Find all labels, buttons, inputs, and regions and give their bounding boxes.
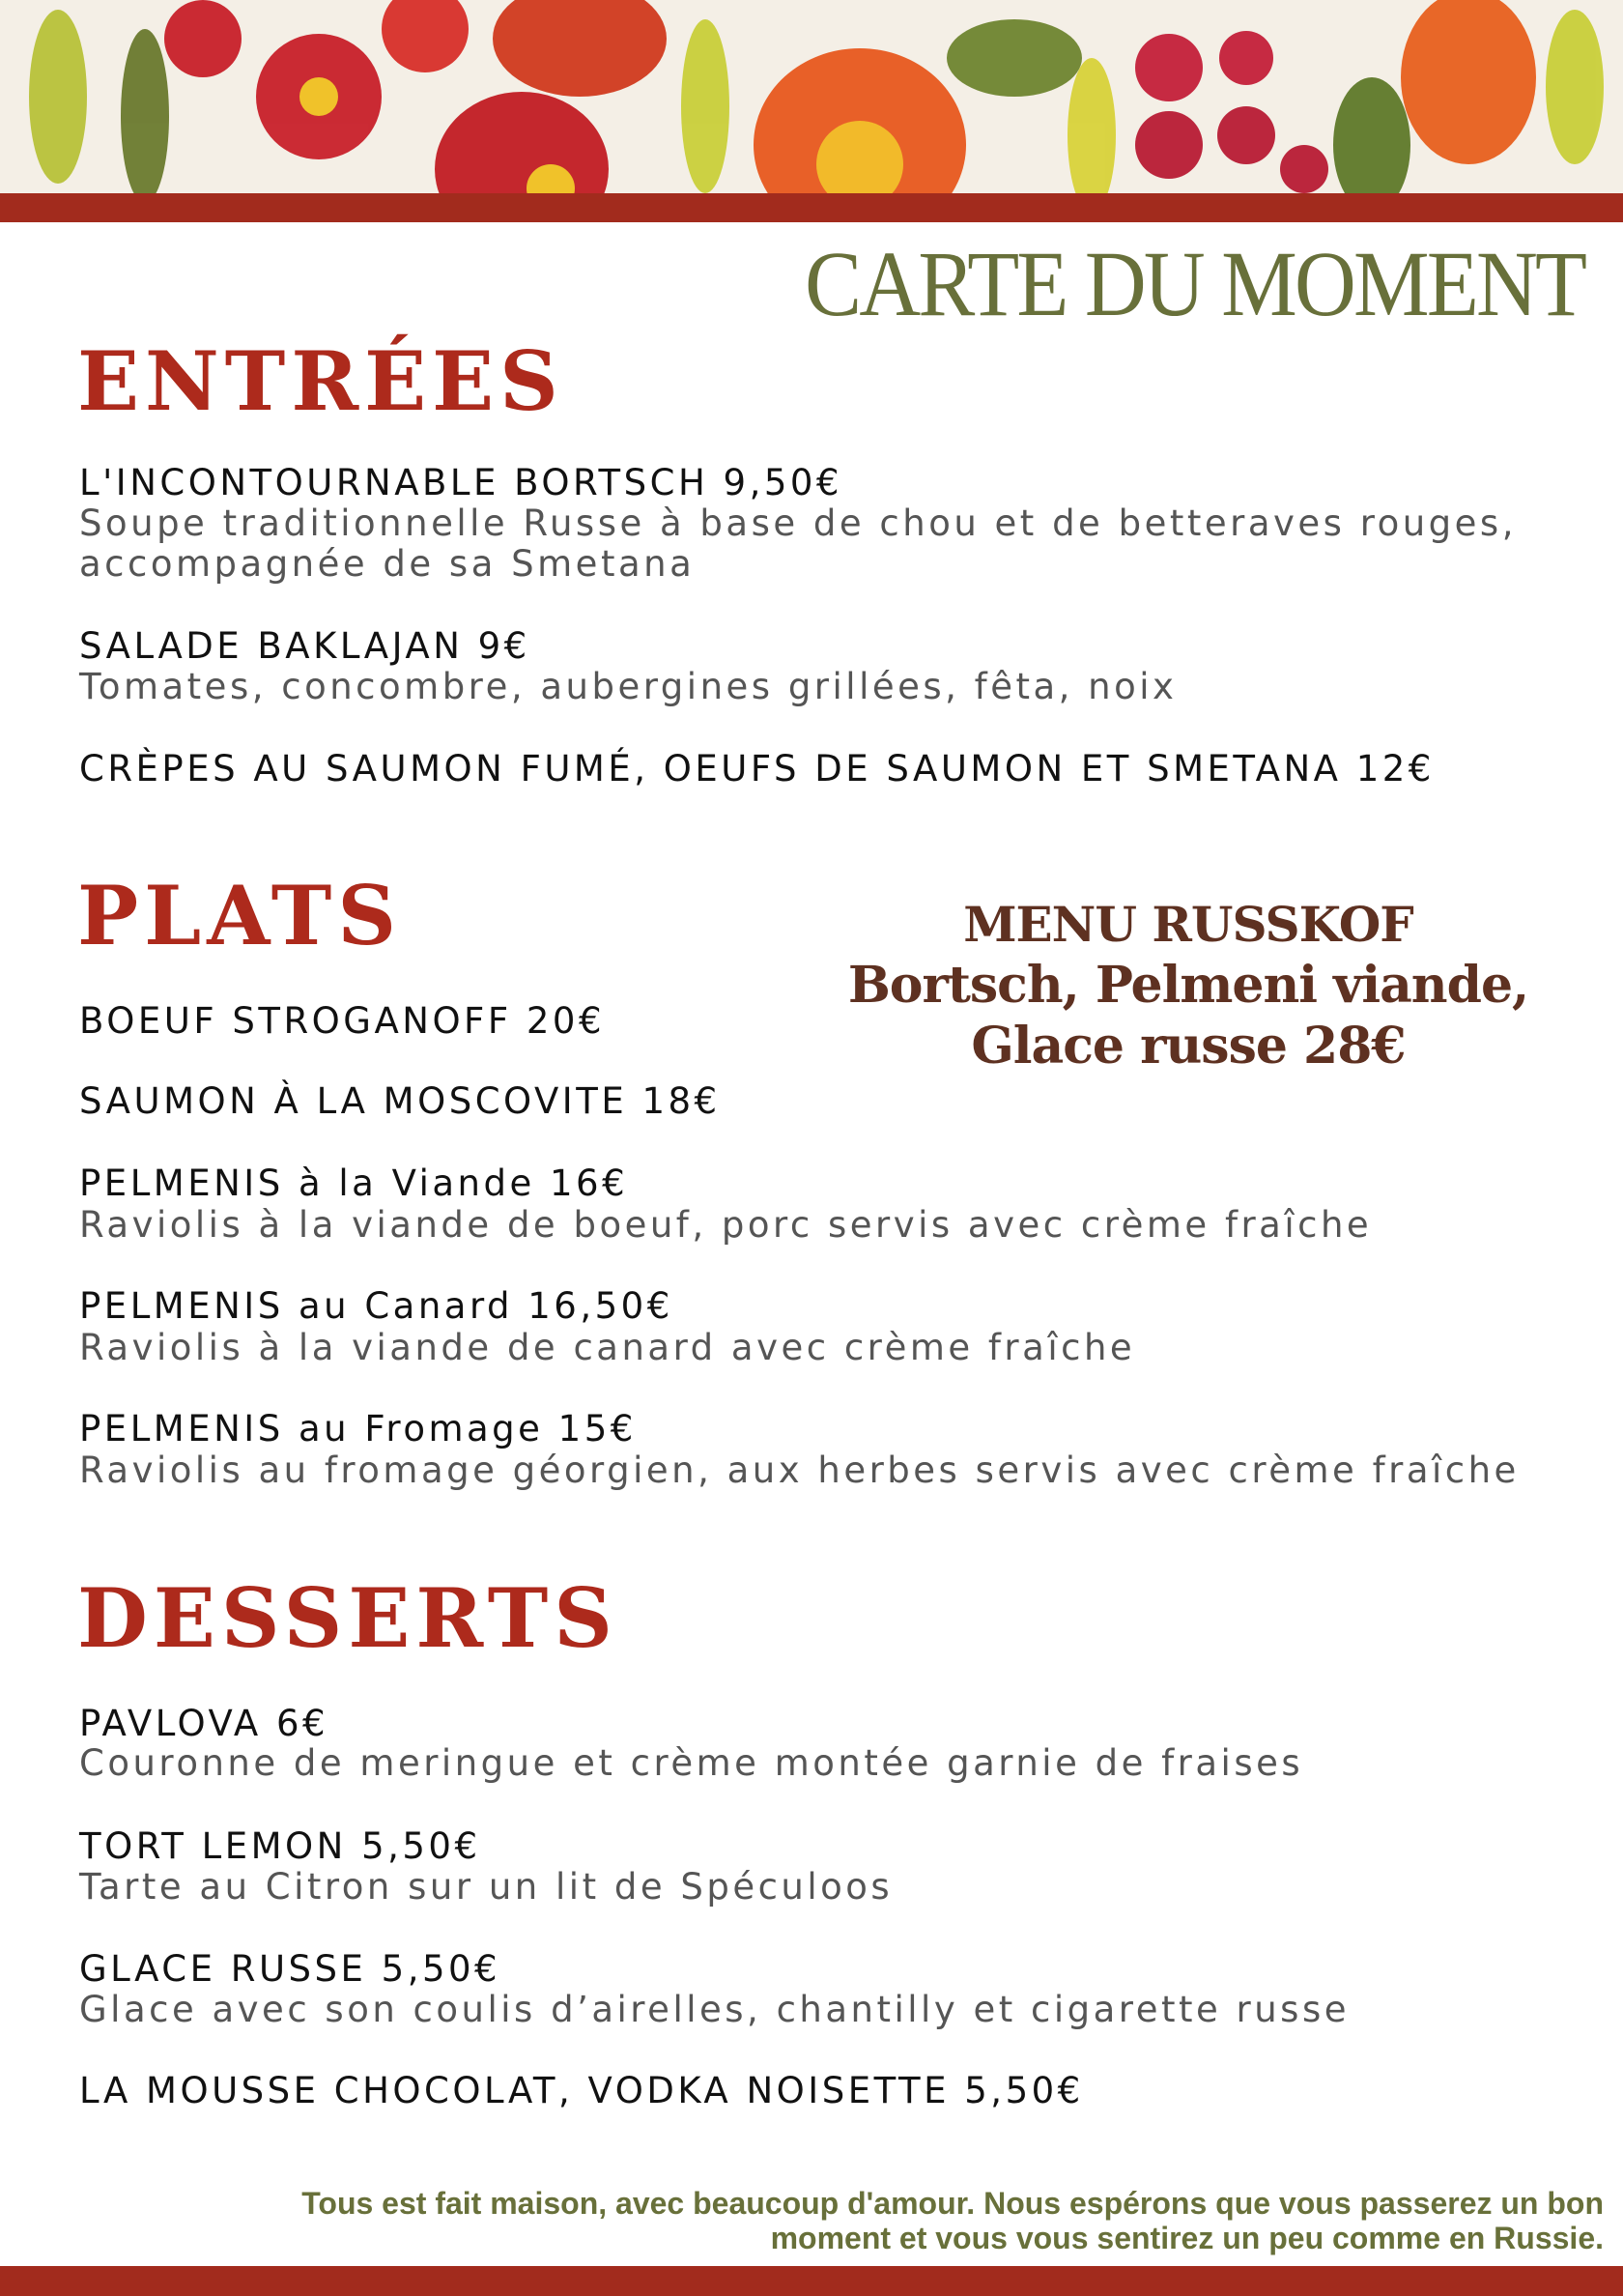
page-title: CARTE DU MOMENT bbox=[804, 232, 1584, 335]
menu-item-name: CRÈPES AU SAUMON FUMÉ, OEUFS DE SAUMON ET SMETANA 12€ bbox=[79, 748, 1435, 789]
footer-line: Tous est fait maison, avec beaucoup d'amour. Nous espérons que vous passerez un bon bbox=[301, 2186, 1604, 2221]
menu-item-description: Tarte au Citron sur un lit de Spéculoos bbox=[79, 1866, 894, 1908]
top-red-bar bbox=[0, 193, 1623, 222]
menu-item-name: PELMENIS au Fromage 15€ bbox=[79, 1408, 637, 1449]
menu-russkof-box bbox=[831, 894, 1546, 1076]
menu-item-description: accompagnée de sa Smetana bbox=[79, 543, 696, 585]
menu-item-description: Couronne de meringue et crème montée garnie de fraises bbox=[79, 1742, 1304, 1784]
menu-item-name: LA MOUSSE CHOCOLAT, VODKA NOISETTE 5,50€ bbox=[79, 2070, 1084, 2111]
menu-item-name: L'INCONTOURNABLE BORTSCH 9,50€ bbox=[79, 462, 842, 503]
menu-item-name: PELMENIS à la Viande 16€ bbox=[79, 1162, 629, 1204]
bottom-red-bar bbox=[0, 2266, 1623, 2296]
menu-item-name: PELMENIS au Canard 16,50€ bbox=[79, 1285, 673, 1327]
section-heading-entrees: ENTRÉES bbox=[77, 333, 564, 429]
menu-russkof-line: Glace russe 28€ bbox=[971, 1017, 1406, 1076]
menu-item-description: Raviolis à la viande de boeuf, porc servis avec crème fraîche bbox=[79, 1204, 1373, 1246]
menu-item-description: Raviolis au fromage géorgien, aux herbes servis avec crème fraîche bbox=[79, 1449, 1520, 1491]
section-heading-plats: PLATS bbox=[77, 868, 402, 963]
menu-item-name: BOEUF STROGANOFF 20€ bbox=[79, 1000, 606, 1042]
menu-item-name: SAUMON À LA MOSCOVITE 18€ bbox=[79, 1080, 721, 1122]
menu-item-description: Soupe traditionnelle Russe à base de chou et de betteraves rouges, bbox=[79, 502, 1517, 544]
floral-banner-image bbox=[0, 0, 1623, 193]
menu-item-description: Glace avec son coulis d’airelles, chantilly et cigarette russe bbox=[79, 1989, 1350, 2030]
menu-item-description: Raviolis à la viande de canard avec crème fraîche bbox=[79, 1327, 1136, 1368]
menu-item-name: GLACE RUSSE 5,50€ bbox=[79, 1948, 501, 1990]
menu-item-name: SALADE BAKLAJAN 9€ bbox=[79, 625, 530, 667]
menu-item-name: TORT LEMON 5,50€ bbox=[79, 1825, 481, 1867]
menu-item-description: Tomates, concombre, aubergines grillées, fêta, noix bbox=[79, 666, 1178, 707]
menu-russkof-title: MENU RUSSKOF bbox=[963, 896, 1413, 953]
footer-note bbox=[155, 2186, 1604, 2255]
menu-russkof-line: Bortsch, Pelmeni viande, bbox=[847, 956, 1529, 1015]
menu-item-name: PAVLOVA 6€ bbox=[79, 1703, 329, 1744]
footer-line: moment et vous vous sentirez un peu comme en Russie. bbox=[770, 2221, 1604, 2255]
section-heading-desserts: DESSERTS bbox=[77, 1570, 618, 1666]
